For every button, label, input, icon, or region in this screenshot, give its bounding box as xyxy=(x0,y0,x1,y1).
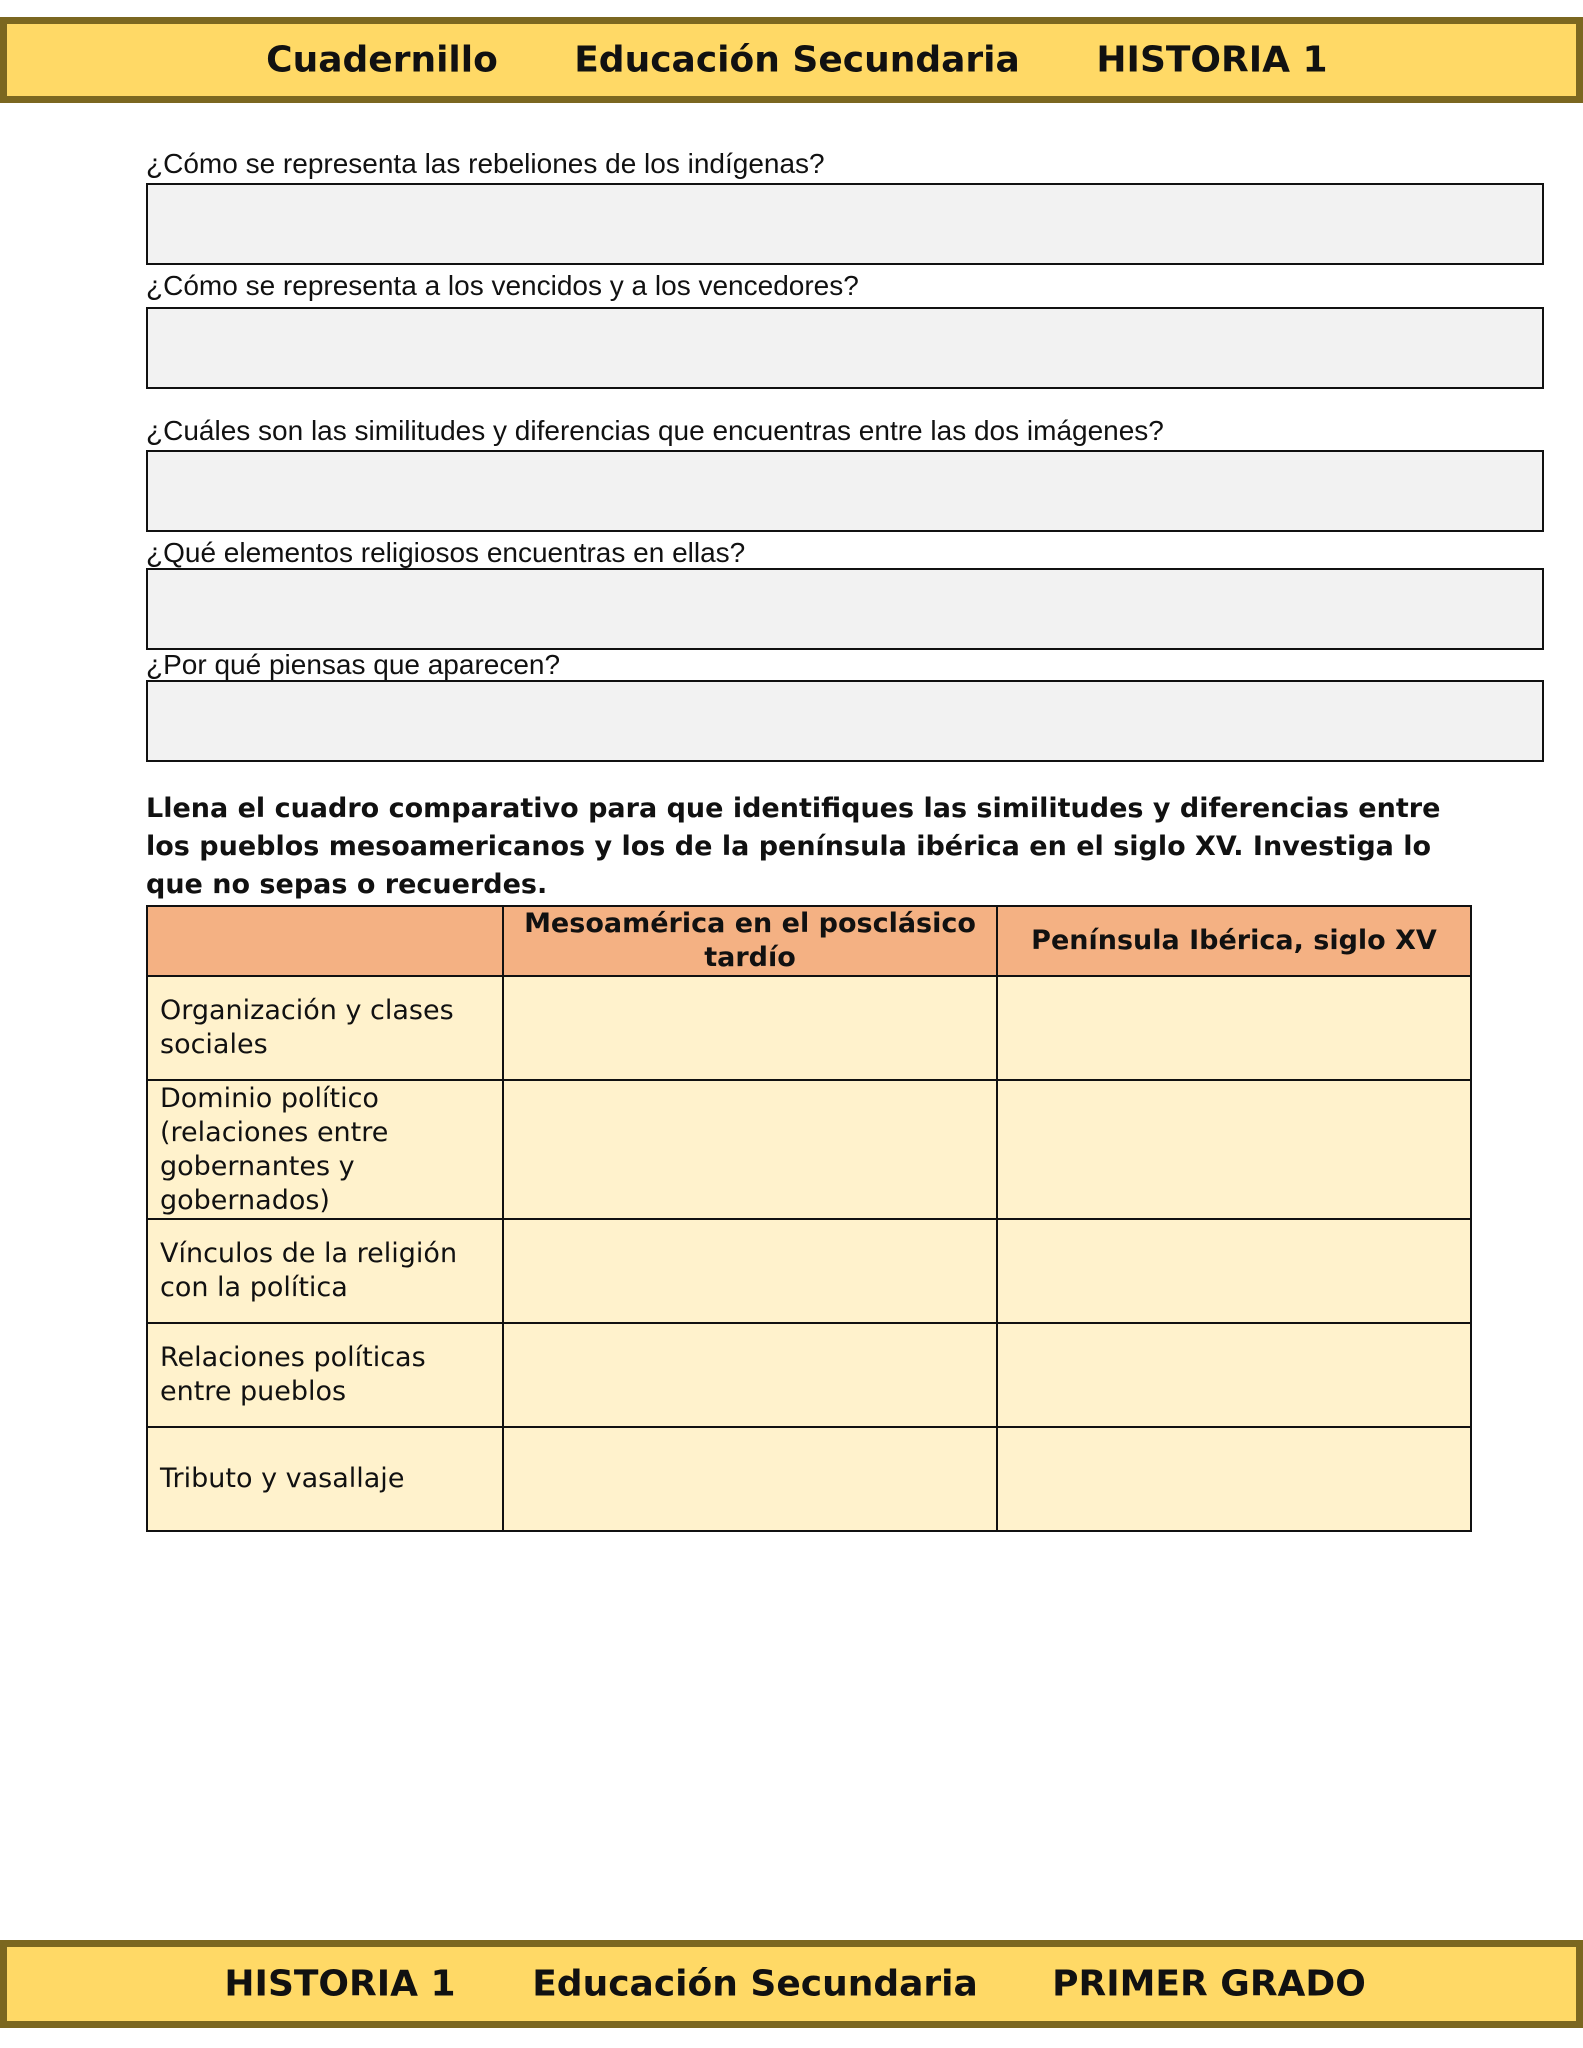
comparison-table xyxy=(146,905,1472,1532)
answer-box-4[interactable] xyxy=(146,568,1544,650)
row-label: Organización y clases sociales xyxy=(147,976,503,1080)
header-left-label: Cuadernillo xyxy=(266,39,498,81)
table-cell[interactable] xyxy=(997,1080,1471,1219)
table-header-row xyxy=(147,906,1471,976)
table-cell[interactable] xyxy=(997,976,1471,1080)
table-header-iberia: Península Ibérica, siglo XV xyxy=(997,906,1471,976)
footer-left-label: HISTORIA 1 xyxy=(224,1963,456,2005)
table-header-empty xyxy=(147,906,503,976)
question-1: ¿Cómo se representa las rebeliones de los indígenas? xyxy=(146,148,825,179)
answer-box-2[interactable] xyxy=(146,307,1544,389)
table-cell[interactable] xyxy=(997,1427,1471,1531)
question-2: ¿Cómo se representa a los vencidos y a los vencedores? xyxy=(146,270,859,301)
question-5: ¿Por qué piensas que aparecen? xyxy=(146,649,561,680)
table-row xyxy=(147,976,1471,1080)
table-cell[interactable] xyxy=(503,976,997,1080)
row-label: Vínculos de la religión con la política xyxy=(147,1219,503,1323)
row-label: Tributo y vasallaje xyxy=(147,1427,503,1531)
question-3: ¿Cuáles son las similitudes y diferencias que encuentras entre las dos imágenes? xyxy=(146,415,1164,446)
table-cell[interactable] xyxy=(503,1080,997,1219)
answer-box-3[interactable] xyxy=(146,450,1544,532)
table-cell[interactable] xyxy=(997,1323,1471,1427)
row-label: Dominio político (relaciones entre gobernantes y gobernados) xyxy=(147,1080,503,1219)
answer-box-1[interactable] xyxy=(146,183,1544,265)
table-cell[interactable] xyxy=(503,1427,997,1531)
table-header-mesoamerica: Mesoamérica en el posclásico tardío xyxy=(503,906,997,976)
table-row xyxy=(147,1323,1471,1427)
table-cell[interactable] xyxy=(503,1323,997,1427)
footer-center-label: Educación Secundaria xyxy=(532,1963,978,2005)
table-cell[interactable] xyxy=(997,1219,1471,1323)
table-row xyxy=(147,1427,1471,1531)
footer-right-label: PRIMER GRADO xyxy=(1052,1963,1366,2005)
footer-band xyxy=(0,1940,1583,2028)
answer-box-5[interactable] xyxy=(146,680,1544,762)
table-row xyxy=(147,1080,1471,1219)
header-right-label: HISTORIA 1 xyxy=(1096,39,1328,81)
table-row xyxy=(147,1219,1471,1323)
row-label: Relaciones políticas entre pueblos xyxy=(147,1323,503,1427)
question-4: ¿Qué elementos religiosos encuentras en ellas? xyxy=(146,537,746,568)
table-cell[interactable] xyxy=(503,1219,997,1323)
header-band xyxy=(0,17,1583,103)
header-center-label: Educación Secundaria xyxy=(574,39,1020,81)
instruction-text: Llena el cuadro comparativo para que identifiques las similitudes y diferencias entre los pueblos mesoamericanos y los de la península ibérica en el siglo XV. Investiga lo que no sepas o recuerdes. xyxy=(146,793,1441,900)
